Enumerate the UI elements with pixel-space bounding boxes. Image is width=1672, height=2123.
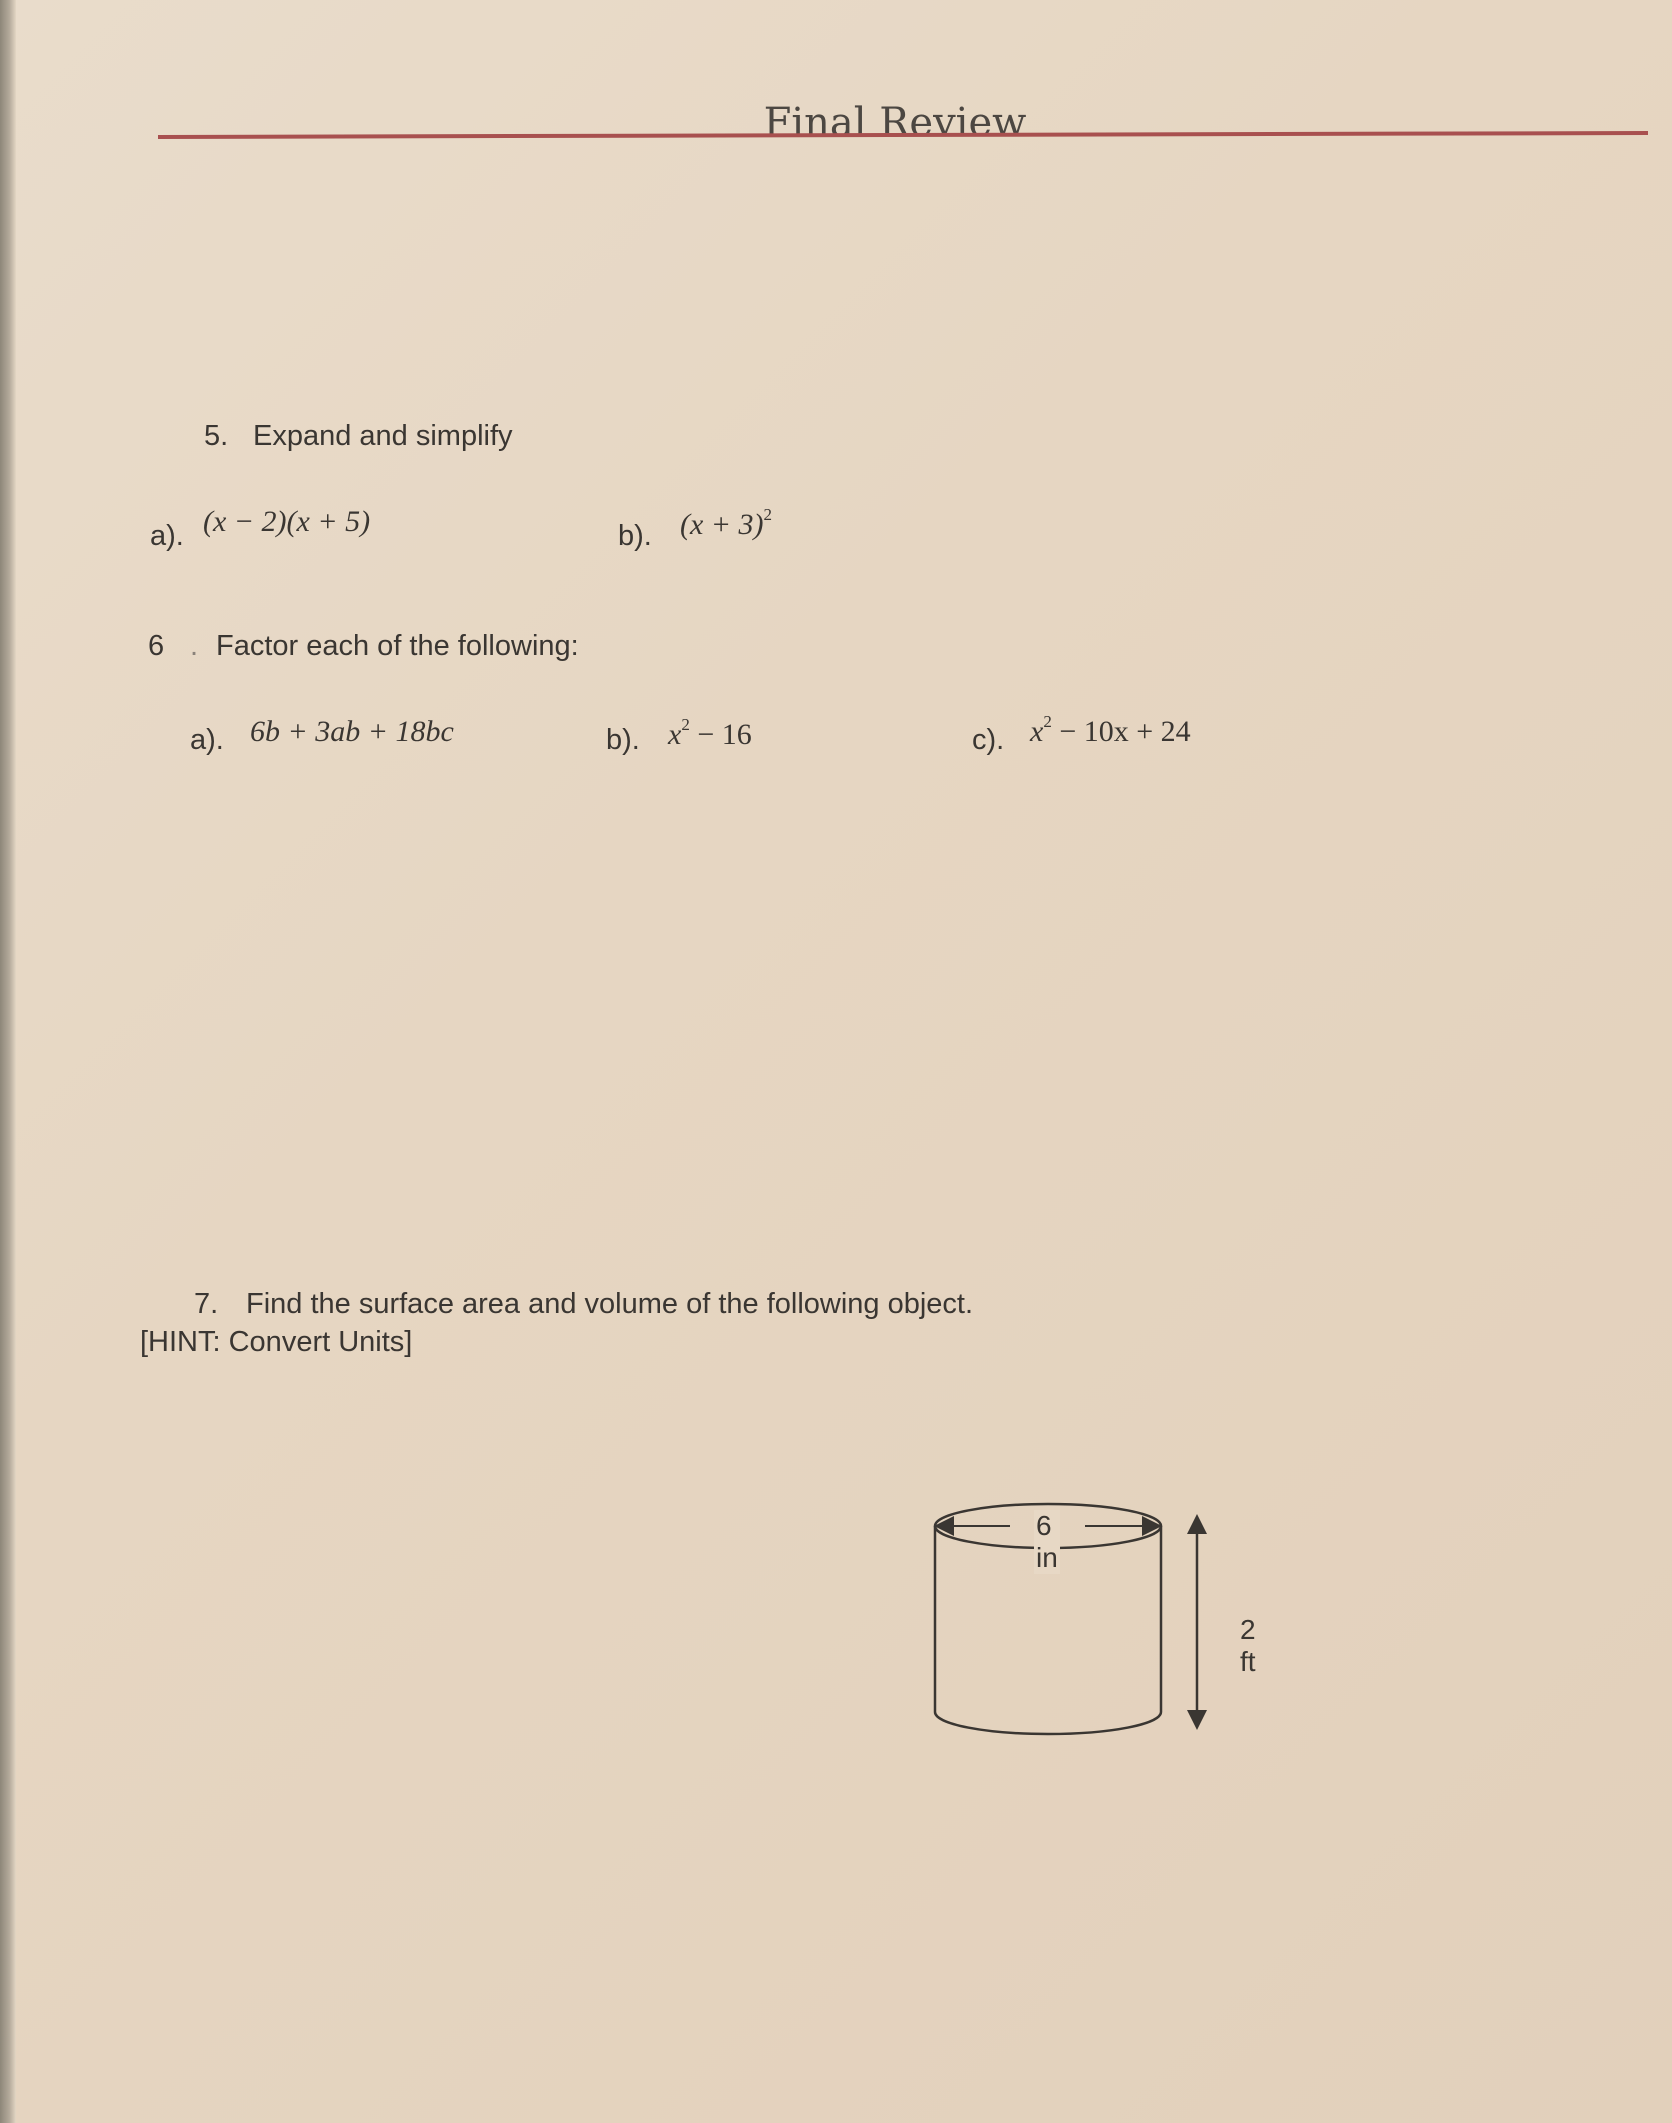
page-shadow-edge: [0, 0, 16, 2123]
q7-prompt: Find the surface area and volume of the following object.: [246, 1288, 974, 1320]
q6b-expression: [668, 715, 752, 752]
cylinder-drawing: [930, 1490, 1230, 1770]
q6-prompt: Factor each of the following:: [216, 630, 579, 662]
q6c-exponent: 2: [1043, 712, 1052, 731]
q5a-expression: [203, 505, 370, 539]
q6c-var: x: [1030, 715, 1044, 748]
q5-number: 5.: [204, 420, 229, 452]
q5a-label: a).: [150, 520, 184, 552]
q5a-expr-text: (x − 2)(x + 5): [203, 505, 371, 538]
q5b-exponent: 2: [763, 505, 773, 524]
diameter-label: 6 in: [1036, 1510, 1058, 1573]
q7-hint: [HINT: Convert Units]: [140, 1326, 413, 1358]
q6b-exponent: 2: [681, 715, 690, 734]
q6c-label: c).: [972, 724, 1005, 756]
q6-dot: .: [190, 630, 199, 662]
q6a-expr-text: 6b + 3ab + 18bc: [250, 715, 454, 748]
q6a-label: a).: [190, 724, 224, 756]
q6b-label: b).: [606, 724, 640, 756]
height-label: 2 ft: [1240, 1614, 1256, 1677]
q6-number: 6: [148, 630, 165, 662]
q6a-expression: [250, 715, 454, 749]
page-title: Final Review: [763, 100, 1027, 146]
q6c-rest: − 10x + 24: [1051, 715, 1191, 748]
q5b-expression: [680, 505, 772, 542]
q7-number: 7.: [194, 1288, 219, 1320]
q6c-expression: [1030, 712, 1191, 749]
q6b-var: x: [668, 718, 682, 751]
title-underline: [158, 128, 1648, 142]
q5-prompt: Expand and simplify: [253, 420, 513, 452]
q5b-label: b).: [618, 520, 652, 552]
q5b-base: (x + 3): [680, 508, 764, 541]
q6b-rest: − 16: [689, 718, 752, 751]
